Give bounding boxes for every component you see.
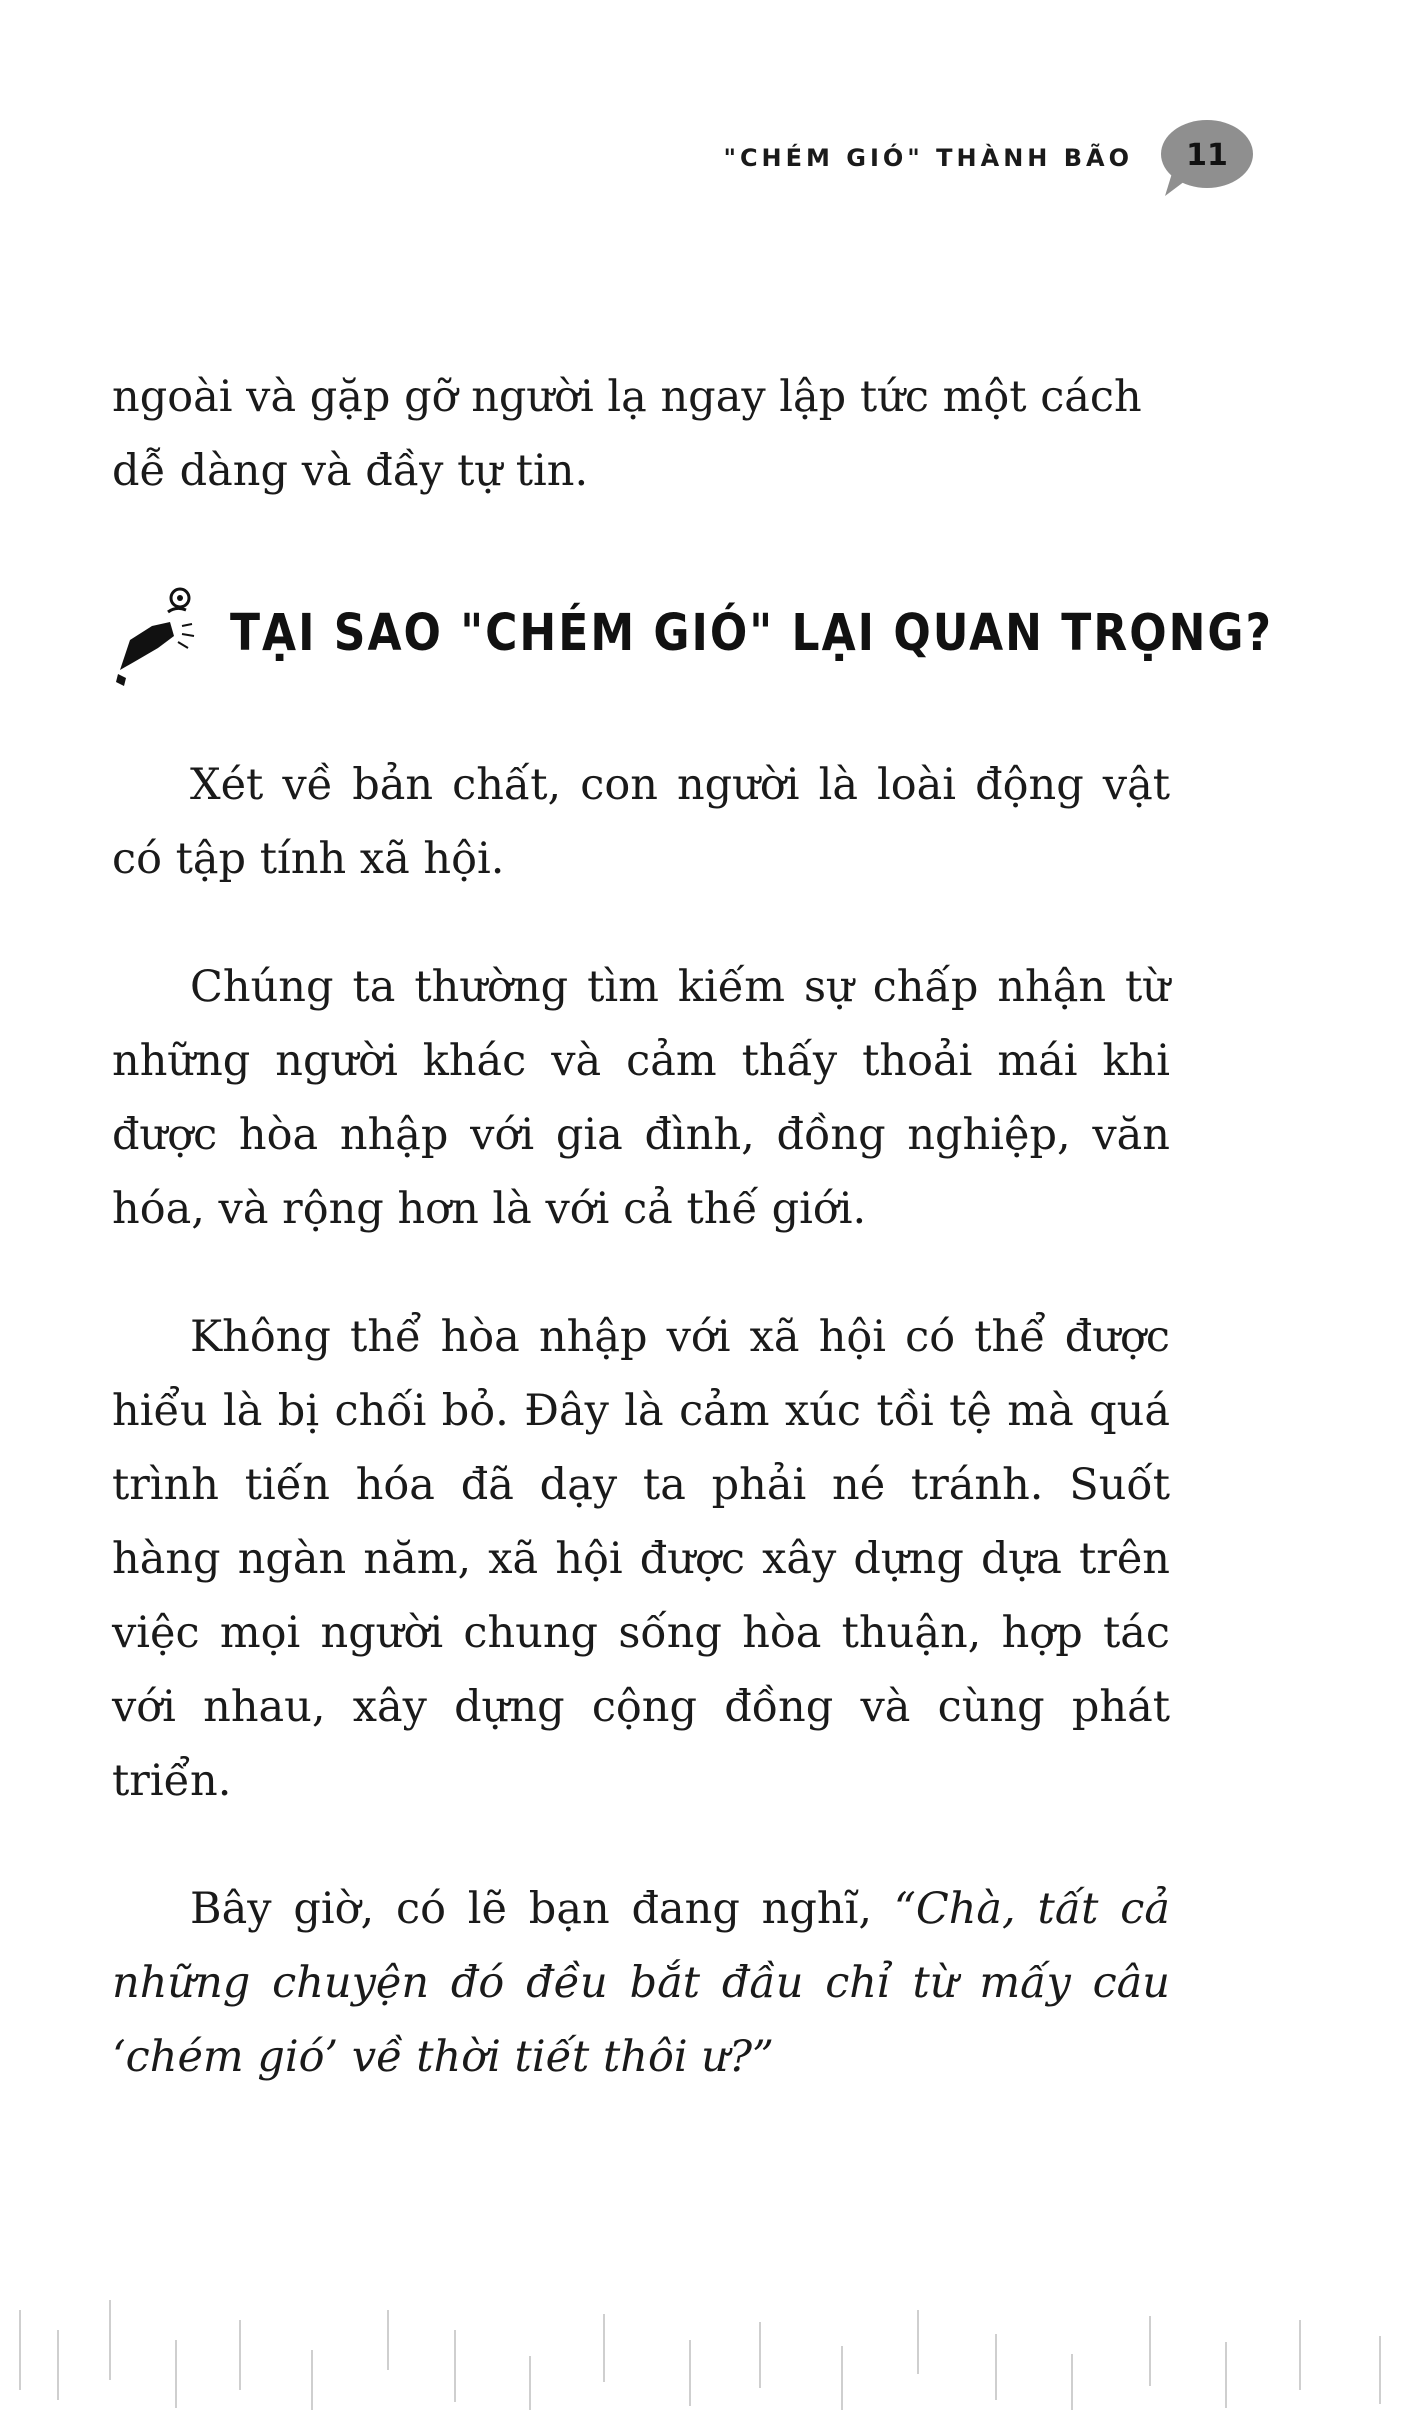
paragraph: Xét về bản chất, con người là loài động vật có tập tính xã hội. [112,760,1170,884]
page-body [112,360,1274,2148]
page-edge-texture [0,2270,1420,2412]
megaphone-icon [112,578,202,688]
closing-lead: Bây giờ, có lẽ bạn đang nghĩ, [190,1884,894,1934]
continuation-paragraph: ngoài và gặp gỡ người lạ ngay lập tức một cách dễ dàng và đầy tự tin. [112,372,1142,496]
section-heading-row [112,578,1274,688]
page-badge [1159,118,1255,198]
paragraph: Không thể hòa nhập với xã hội có thể được hiểu là bị chối bỏ. Đây là cảm xúc tồi tệ mà quá trình tiến hóa đã dạy ta phải né tránh. Suốt hàng ngàn năm, xã hội được xây dựng dựa trên việc mọi người chung sống hòa thuận, hợp tác với nhau, xây dựng cộng đồng và cùng phát triển. [112,1312,1170,1806]
closing-quote: “Chà, tất cả những chuyện đó đều bắt đầu chỉ từ mấy câu ‘chém gió’ về thời tiết thôi ư?” [112,1884,1170,2082]
closing-paragraph [112,1872,1170,2094]
running-title: "CHÉM GIÓ" THÀNH BÃO [723,144,1133,172]
section-heading: TẠI SAO "CHÉM GIÓ" LẠI QUAN TRỌNG? [230,603,1274,663]
page-number: 11 [1186,137,1228,173]
paragraph: Chúng ta thường tìm kiếm sự chấp nhận từ những người khác và cảm thấy thoải mái khi được hòa nhập với gia đình, đồng nghiệp, văn hóa, và rộng hơn là với cả thế giới. [112,962,1170,1234]
running-header [723,118,1255,198]
